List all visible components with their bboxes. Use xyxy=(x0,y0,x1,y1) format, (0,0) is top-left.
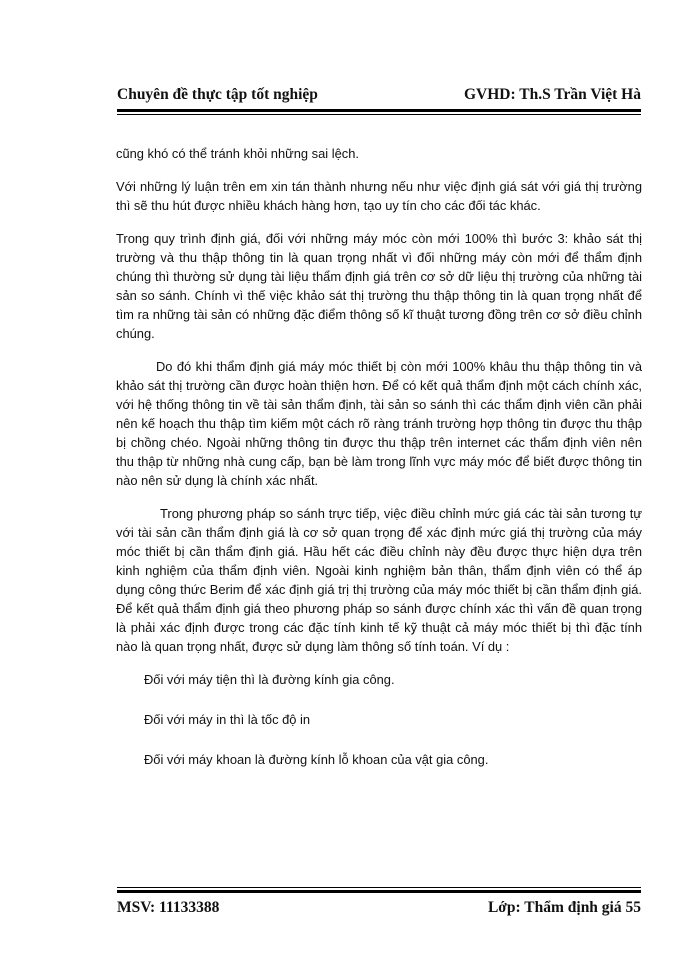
page-header xyxy=(117,86,641,115)
footer-class: Lớp: Thẩm định giá 55 xyxy=(487,899,641,916)
list-item: Đối với máy khoan là đường kính lỗ khoan của vật gia công. xyxy=(144,752,489,767)
footer-row xyxy=(117,899,641,917)
paragraph-5: Trong phương pháp so sánh trực tiếp, việc điều chỉnh mức giá các tài sản tương tự với tài sản cần thẩm định giá là cơ sở quan trọng để xác định mức giá thị trường của máy móc thiết bị cần thẩm định giá. Hầu hết các điều chỉnh này đều được thực hiện dựa trên kinh nghiệm của thẩm định viên. Ngoài kinh nghiệm bản thân, thẩm định viên có thể áp dụng công thức Berim để xác định giá trị thị trường của máy móc thiết bị cần thẩm định giá. Để kết quả thẩm định giá theo phương pháp so sánh được chính xác thì vấn đề quan trọng là phải xác định được trong các đặc tính kinh tế kỹ thuật cả máy móc thiết bị thì đặc tính nào là quan trọng nhất, được sử dụng làm thông số tính toán. Ví dụ : xyxy=(116,506,642,654)
paragraph-3: Trong quy trình định giá, đối với những máy móc còn mới 100% thì bước 3: khảo sát thị trường và thu thập thông tin là quan trọng nhất vì đối những máy còn mới để thẩm định chúng thì thường sử dụng tài liệu thẩm định giá trên cơ sở dữ liệu thị trường của những tài sản so sánh. Chính vì thế việc khảo sát thị trường thu thập thông tin là quan trọng nhất để tìm ra những tài sản có những đặc điểm thông số kĩ thuật tương đồng trên cơ sở điều chỉnh chúng. xyxy=(116,231,642,341)
footer-rule-thick xyxy=(117,890,641,893)
header-supervisor: GVHD: Th.S Trần Việt Hà xyxy=(464,86,641,103)
footer-rule-thin xyxy=(117,887,641,888)
page-body xyxy=(116,144,642,790)
footer-student-id: MSV: 11133388 xyxy=(117,899,220,916)
paragraph-1: cũng khó có thể tránh khỏi những sai lệch. xyxy=(116,146,359,161)
header-title: Chuyên đề thực tập tốt nghiệp xyxy=(117,86,318,103)
paragraph-4: Do đó khi thẩm định giá máy móc thiết bị còn mới 100% khâu thu thập thông tin và khảo sát thị trường cần được hoàn thiện hơn. Để có kết quả thẩm định một cách chính xác, với hệ thống thông tin về tài sản thẩm định, tài sản so sánh thì các thẩm định viên cần phải nên kế hoạch thu thập tìm kiếm một cách rõ ràng tránh trường hợp thông tin được thu thập bị chồng chéo. Ngoài những thông tin được thu thập trên internet các thẩm định viên nên thu thập từ những nhà cung cấp, bạn bè làm trong lĩnh vực máy móc để biết được thông tin nào nên sử dụng là chính xác nhất. xyxy=(116,359,642,488)
list-item: Đối với máy in thì là tốc độ in xyxy=(144,712,311,727)
page-footer xyxy=(117,887,641,917)
header-row xyxy=(117,86,641,104)
header-rule-thick xyxy=(117,109,641,112)
list-item: Đối với máy tiện thì là đường kính gia công. xyxy=(144,672,395,687)
header-rule-thin xyxy=(117,114,641,115)
paragraph-2: Với những lý luận trên em xin tán thành nhưng nếu như việc định giá sát với giá thị trường thì sẽ thu hút được nhiều khách hàng hơn, tạo uy tín cho các đối tác khác. xyxy=(116,179,642,213)
